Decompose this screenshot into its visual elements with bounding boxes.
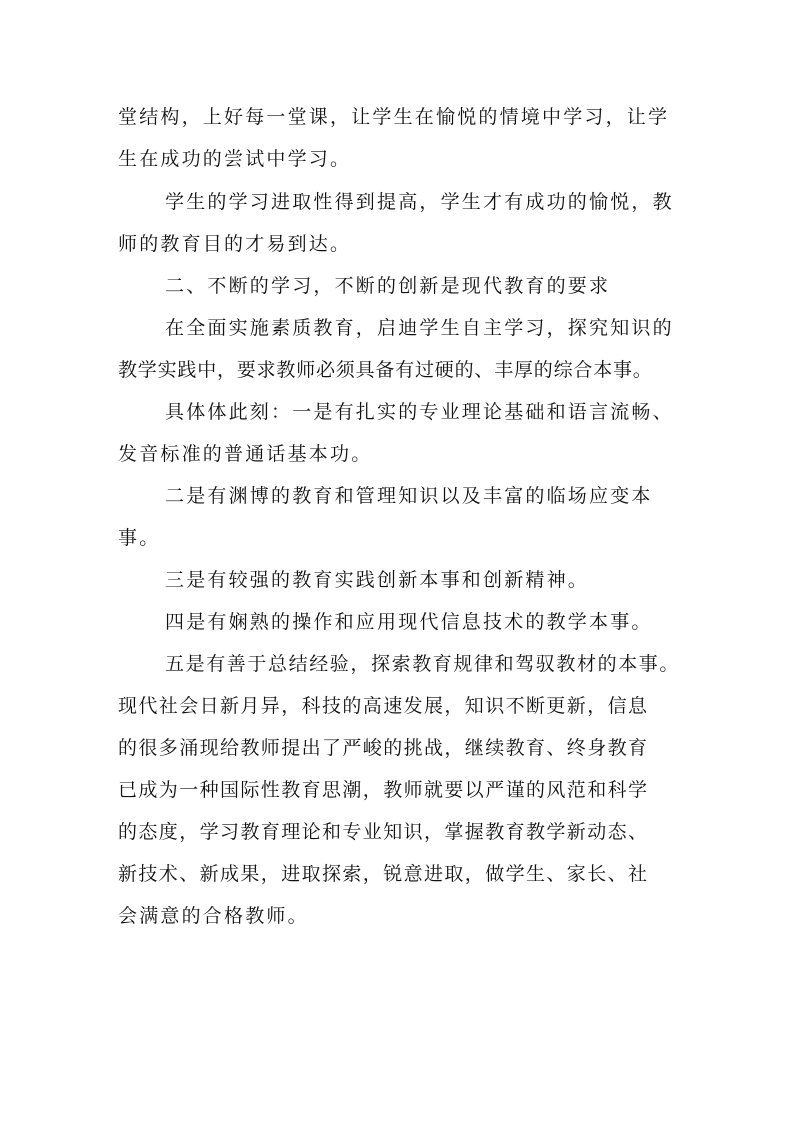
text-line: 会满意的合格教师。 — [118, 905, 309, 927]
text-line: 教学实践中，要求教师必须具备有过硬的、丰厚的综合本事。 — [118, 359, 653, 381]
text-line: 在全面实施素质教育，启迪学生自主学习，探究知识的 — [165, 317, 674, 339]
text-line: 四是有娴熟的操作和应用现代信息技术的教学本事。 — [165, 611, 653, 633]
text-line: 生在成功的尝试中学习。 — [118, 148, 352, 170]
text-line: 已成为一种国际性教育思潮，教师就要以严谨的风范和科学 — [118, 779, 649, 801]
text-line: 的很多涌现给教师提出了严峻的挑战，继续教育、终身教育 — [118, 737, 649, 759]
text-line: 事。 — [118, 527, 161, 549]
text-line: 三是有较强的教育实践创新本事和创新精神。 — [165, 569, 590, 591]
section-heading: 二、不断的学习，不断的创新是现代教育的要求 — [165, 275, 611, 297]
text-line: 的态度，学习教育理论和专业知识，掌握教育教学新动态、 — [118, 821, 649, 843]
text-line: 师的教育目的才易到达。 — [118, 233, 352, 255]
text-line: 具体体此刻：一是有扎实的专业理论基础和语言流畅、 — [165, 401, 674, 423]
text-line: 五是有善于总结经验，探索教育规律和驾驭教材的本事。 — [165, 653, 681, 675]
text-line: 发音标准的普通话基本功。 — [118, 443, 373, 465]
text-line: 堂结构，上好每一堂课，让学生在愉悦的情境中学习，让学 — [118, 106, 670, 128]
text-line: 新技术、新成果，进取探索，锐意进取，做学生、家长、社 — [118, 863, 649, 885]
text-line: 学生的学习进取性得到提高，学生才有成功的愉悦，教 — [165, 191, 674, 213]
text-line: 二是有渊博的教育和管理知识以及丰富的临场应变本 — [165, 485, 653, 507]
text-line: 现代社会日新月异，科技的高速发展，知识不断更新，信息 — [118, 695, 649, 717]
